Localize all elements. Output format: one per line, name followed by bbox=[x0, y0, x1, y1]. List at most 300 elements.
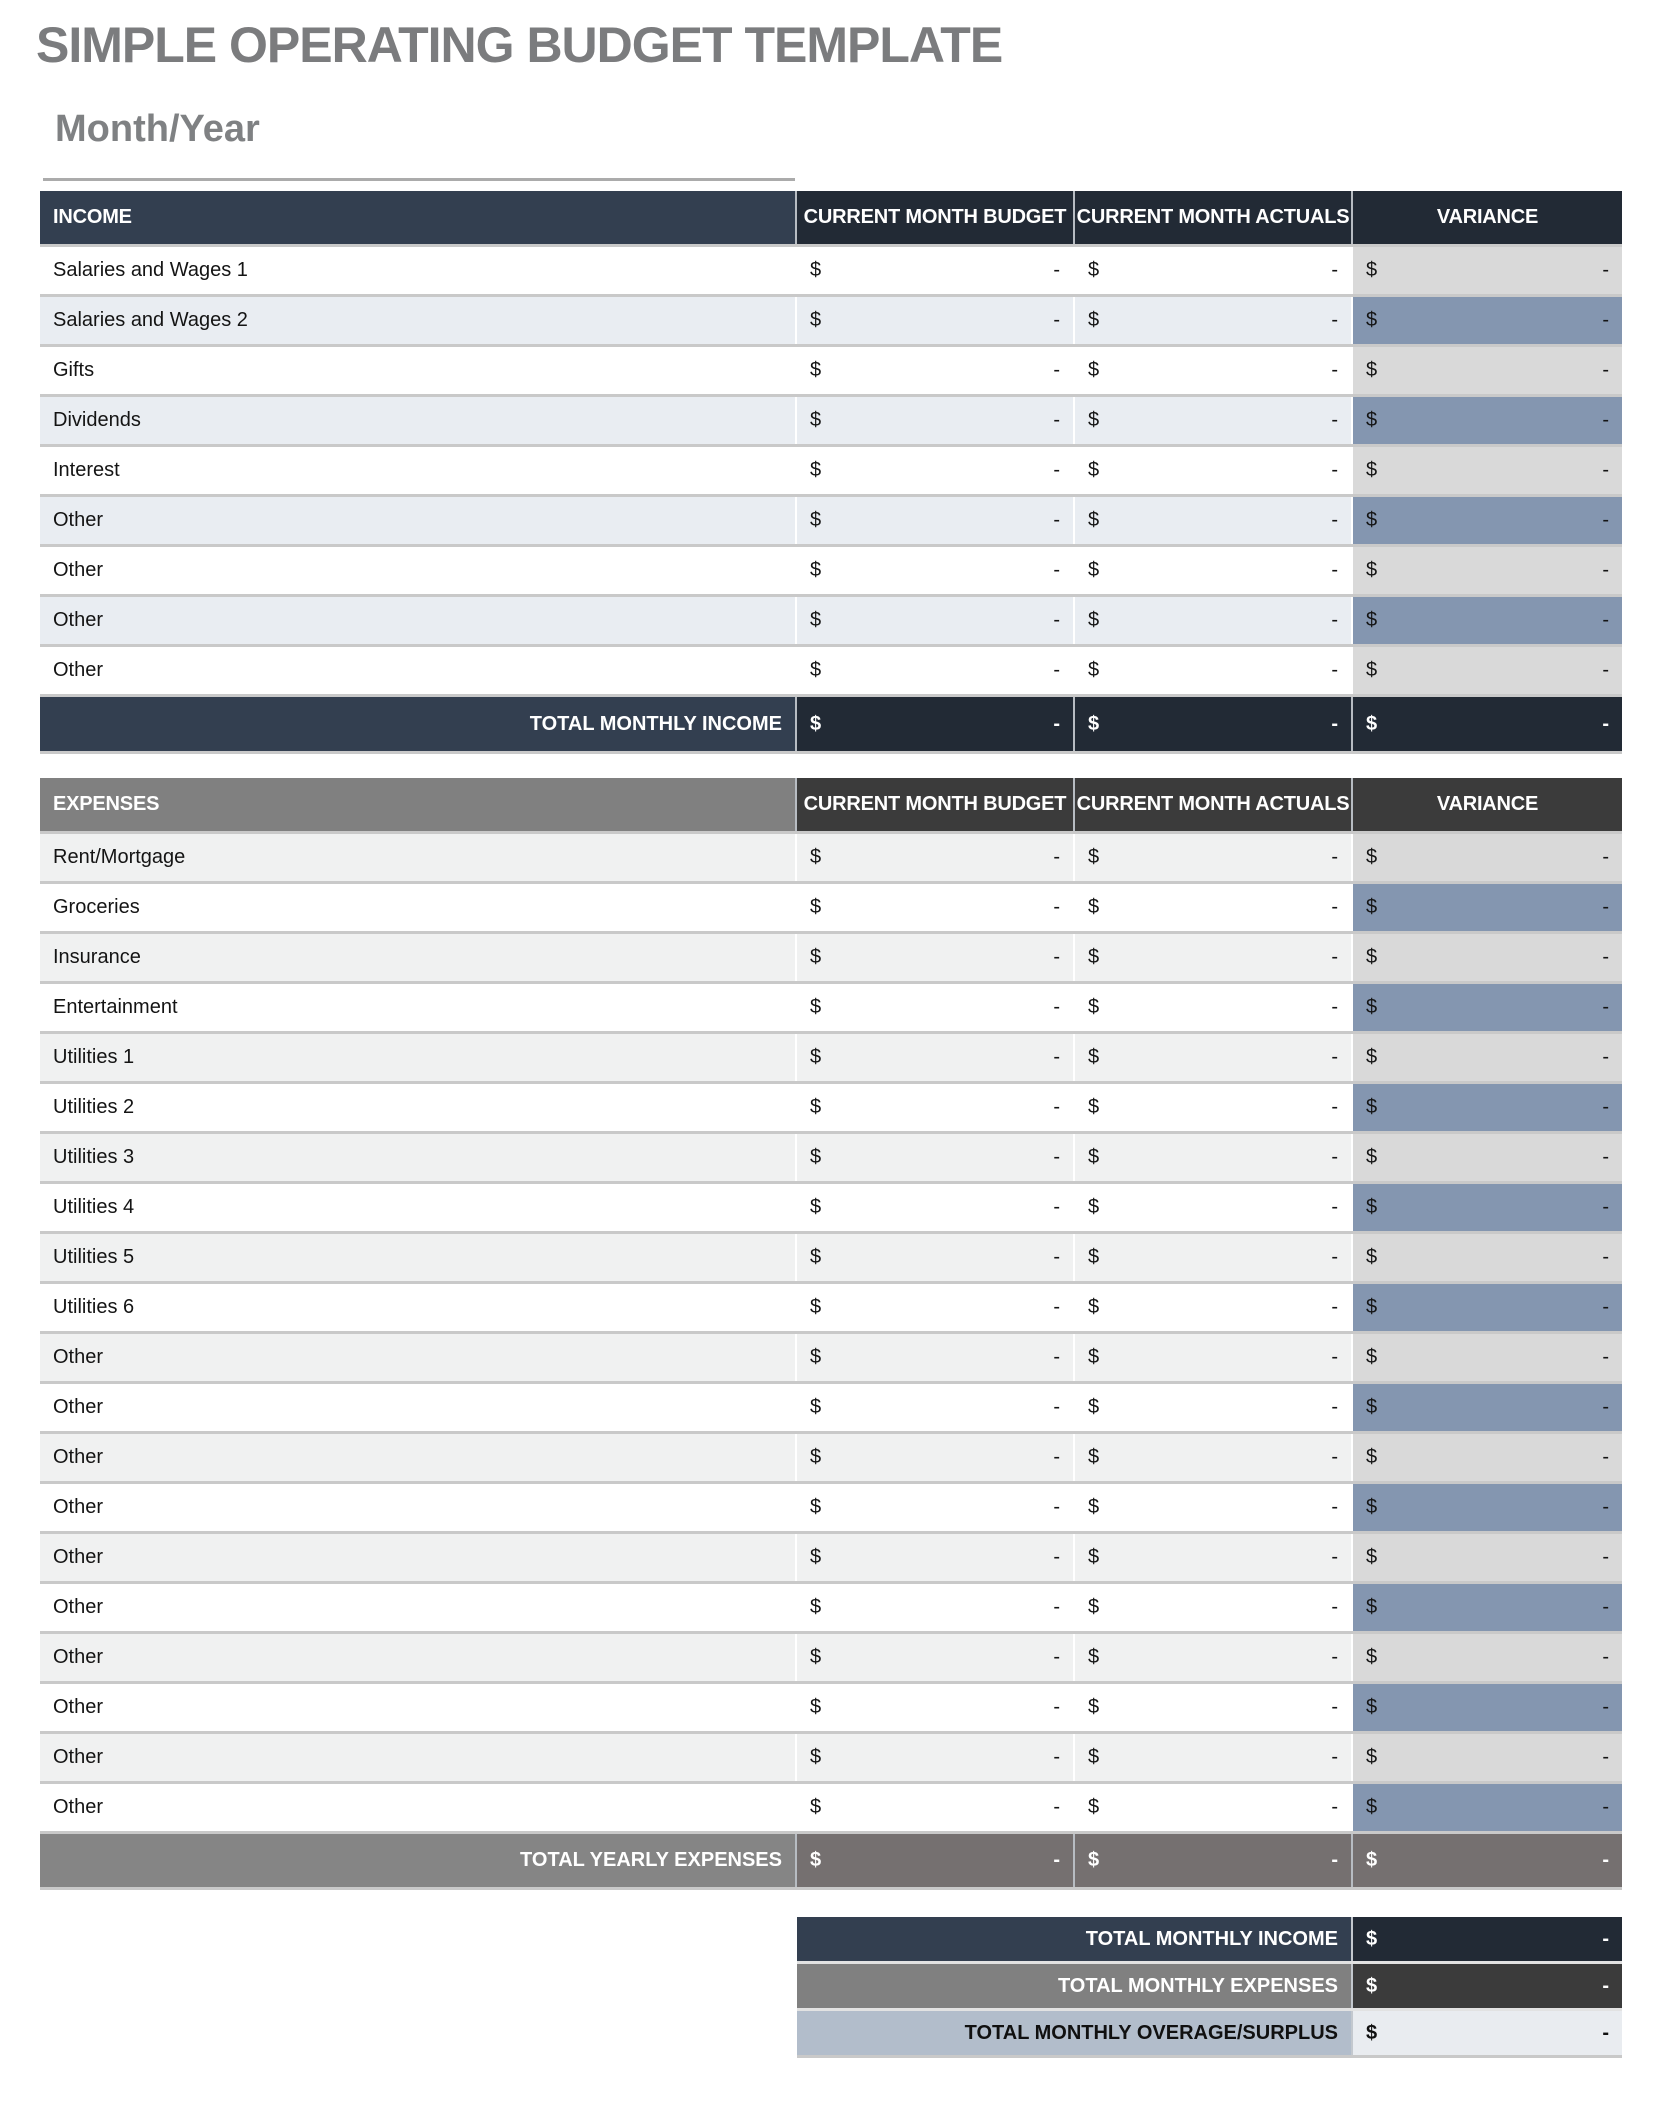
currency-symbol: $ bbox=[1366, 2021, 1378, 2044]
variance-cell[interactable] bbox=[1351, 1234, 1622, 1281]
currency-symbol: $ bbox=[1088, 1346, 1100, 1368]
currency-symbol: $ bbox=[1366, 659, 1378, 681]
budget-cell[interactable] bbox=[795, 497, 1073, 544]
currency-symbol: $ bbox=[1088, 1746, 1100, 1768]
currency-symbol: $ bbox=[1088, 846, 1100, 868]
currency-symbol: $ bbox=[810, 609, 822, 631]
expenses-total-variance-cell[interactable] bbox=[1351, 1834, 1622, 1887]
currency-symbol: $ bbox=[810, 1596, 822, 1618]
expenses-total-budget-cell[interactable] bbox=[795, 1834, 1073, 1887]
currency-symbol: $ bbox=[1366, 359, 1378, 381]
expense-row bbox=[40, 934, 1622, 984]
empty-value: - bbox=[1053, 846, 1060, 868]
budget-cell[interactable] bbox=[795, 1434, 1073, 1481]
variance-cell[interactable] bbox=[1351, 984, 1622, 1031]
empty-value: - bbox=[1053, 996, 1060, 1018]
empty-value: - bbox=[1331, 1849, 1338, 1871]
summary-overage-row bbox=[797, 2011, 1622, 2058]
expenses-total-actuals-cell[interactable] bbox=[1073, 1834, 1351, 1887]
income-header-row bbox=[40, 191, 1622, 247]
empty-value: - bbox=[1602, 459, 1609, 481]
currency-symbol: $ bbox=[1088, 1046, 1100, 1068]
empty-value: - bbox=[1053, 1696, 1060, 1718]
variance-cell[interactable] bbox=[1351, 297, 1622, 344]
empty-value: - bbox=[1053, 712, 1060, 735]
budget-column-header: CURRENT MONTH BUDGET bbox=[795, 778, 1073, 831]
empty-value: - bbox=[1053, 896, 1060, 918]
actuals-cell[interactable] bbox=[1073, 1434, 1351, 1481]
currency-symbol: $ bbox=[1366, 1346, 1378, 1368]
expense-row bbox=[40, 1584, 1622, 1634]
currency-symbol: $ bbox=[1366, 1096, 1378, 1118]
empty-value: - bbox=[1602, 509, 1609, 531]
empty-value: - bbox=[1331, 359, 1338, 381]
empty-value: - bbox=[1331, 409, 1338, 431]
empty-value: - bbox=[1331, 609, 1338, 631]
empty-value: - bbox=[1602, 609, 1609, 631]
expense-row bbox=[40, 1034, 1622, 1084]
empty-value: - bbox=[1602, 996, 1609, 1018]
currency-symbol: $ bbox=[810, 1796, 822, 1818]
currency-symbol: $ bbox=[810, 359, 822, 381]
currency-symbol: $ bbox=[1366, 259, 1378, 281]
currency-symbol: $ bbox=[1088, 1096, 1100, 1118]
income-row bbox=[40, 597, 1622, 647]
currency-symbol: $ bbox=[1088, 259, 1100, 281]
budget-cell[interactable] bbox=[795, 1634, 1073, 1681]
section-gap bbox=[40, 754, 1622, 778]
actuals-cell[interactable] bbox=[1073, 1584, 1351, 1631]
budget-cell[interactable] bbox=[795, 1184, 1073, 1231]
empty-value: - bbox=[1331, 1446, 1338, 1468]
expense-row-label[interactable]: Rent/Mortgage bbox=[40, 834, 795, 881]
expense-row bbox=[40, 1234, 1622, 1284]
actuals-cell[interactable] bbox=[1073, 1084, 1351, 1131]
income-row-label[interactable]: Other bbox=[40, 597, 795, 644]
empty-value: - bbox=[1602, 1046, 1609, 1068]
actuals-cell[interactable] bbox=[1073, 247, 1351, 294]
income-row-label[interactable]: Dividends bbox=[40, 397, 795, 444]
expense-row bbox=[40, 884, 1622, 934]
currency-symbol: $ bbox=[1366, 1646, 1378, 1668]
currency-symbol: $ bbox=[1088, 896, 1100, 918]
currency-symbol: $ bbox=[1366, 946, 1378, 968]
summary-expenses-value-cell[interactable] bbox=[1351, 1964, 1622, 2008]
actuals-cell[interactable] bbox=[1073, 884, 1351, 931]
currency-symbol: $ bbox=[1088, 1446, 1100, 1468]
empty-value: - bbox=[1331, 309, 1338, 331]
actuals-cell[interactable] bbox=[1073, 647, 1351, 694]
empty-value: - bbox=[1053, 509, 1060, 531]
actuals-cell[interactable] bbox=[1073, 1684, 1351, 1731]
actuals-cell[interactable] bbox=[1073, 1734, 1351, 1781]
currency-symbol: $ bbox=[810, 712, 822, 735]
currency-symbol: $ bbox=[1088, 1246, 1100, 1268]
summary-overage-label: TOTAL MONTHLY OVERAGE/SURPLUS bbox=[797, 2011, 1351, 2055]
empty-value: - bbox=[1053, 259, 1060, 281]
variance-column-header: VARIANCE bbox=[1351, 191, 1622, 244]
currency-symbol: $ bbox=[1088, 996, 1100, 1018]
income-total-actuals-cell[interactable] bbox=[1073, 697, 1351, 751]
currency-symbol: $ bbox=[1366, 1796, 1378, 1818]
variance-cell[interactable] bbox=[1351, 1184, 1622, 1231]
budget-cell[interactable] bbox=[795, 1384, 1073, 1431]
expense-row bbox=[40, 1384, 1622, 1434]
currency-symbol: $ bbox=[810, 1396, 822, 1418]
variance-cell[interactable] bbox=[1351, 247, 1622, 294]
expense-row-label[interactable]: Other bbox=[40, 1584, 795, 1631]
currency-symbol: $ bbox=[1088, 309, 1100, 331]
budget-cell[interactable] bbox=[795, 1484, 1073, 1531]
variance-cell[interactable] bbox=[1351, 1034, 1622, 1081]
empty-value: - bbox=[1602, 1246, 1609, 1268]
currency-symbol: $ bbox=[810, 1496, 822, 1518]
empty-value: - bbox=[1053, 1046, 1060, 1068]
expense-row bbox=[40, 1784, 1622, 1834]
empty-value: - bbox=[1602, 1849, 1609, 1871]
currency-symbol: $ bbox=[810, 259, 822, 281]
variance-cell[interactable] bbox=[1351, 497, 1622, 544]
empty-value: - bbox=[1053, 1746, 1060, 1768]
budget-cell[interactable] bbox=[795, 984, 1073, 1031]
empty-value: - bbox=[1331, 1296, 1338, 1318]
empty-value: - bbox=[1053, 1446, 1060, 1468]
actuals-cell[interactable] bbox=[1073, 1534, 1351, 1581]
expense-row-label[interactable]: Utilities 2 bbox=[40, 1084, 795, 1131]
expense-row-label[interactable]: Other bbox=[40, 1784, 795, 1831]
actuals-cell[interactable] bbox=[1073, 347, 1351, 394]
empty-value: - bbox=[1602, 1646, 1609, 1668]
variance-cell[interactable] bbox=[1351, 647, 1622, 694]
variance-cell[interactable] bbox=[1351, 934, 1622, 981]
empty-value: - bbox=[1602, 259, 1609, 281]
summary-income-value-cell[interactable] bbox=[1351, 1917, 1622, 1961]
currency-symbol: $ bbox=[1088, 1546, 1100, 1568]
variance-cell[interactable] bbox=[1351, 1484, 1622, 1531]
empty-value: - bbox=[1053, 946, 1060, 968]
variance-cell[interactable] bbox=[1351, 597, 1622, 644]
currency-symbol: $ bbox=[1366, 309, 1378, 331]
budget-cell[interactable] bbox=[795, 397, 1073, 444]
currency-symbol: $ bbox=[1366, 559, 1378, 581]
income-row-label[interactable]: Salaries and Wages 2 bbox=[40, 297, 795, 344]
currency-symbol: $ bbox=[1366, 846, 1378, 868]
expense-row-label[interactable]: Utilities 3 bbox=[40, 1134, 795, 1181]
variance-cell[interactable] bbox=[1351, 1284, 1622, 1331]
expense-row-label[interactable]: Utilities 4 bbox=[40, 1184, 795, 1231]
empty-value: - bbox=[1053, 1646, 1060, 1668]
currency-symbol: $ bbox=[1366, 712, 1378, 735]
budget-cell[interactable] bbox=[795, 834, 1073, 881]
budget-cell[interactable] bbox=[795, 1734, 1073, 1781]
currency-symbol: $ bbox=[1088, 509, 1100, 531]
budget-cell[interactable] bbox=[795, 547, 1073, 594]
empty-value: - bbox=[1602, 1196, 1609, 1218]
expense-row-label[interactable]: Utilities 6 bbox=[40, 1284, 795, 1331]
currency-symbol: $ bbox=[1366, 1496, 1378, 1518]
actuals-cell[interactable] bbox=[1073, 547, 1351, 594]
empty-value: - bbox=[1331, 459, 1338, 481]
currency-symbol: $ bbox=[810, 659, 822, 681]
actuals-cell[interactable] bbox=[1073, 597, 1351, 644]
income-row bbox=[40, 397, 1622, 447]
budget-cell[interactable] bbox=[795, 1134, 1073, 1181]
actuals-column-header: CURRENT MONTH ACTUALS bbox=[1073, 778, 1351, 831]
currency-symbol: $ bbox=[1366, 459, 1378, 481]
actuals-cell[interactable] bbox=[1073, 1284, 1351, 1331]
budget-cell[interactable] bbox=[795, 1234, 1073, 1281]
actuals-cell[interactable] bbox=[1073, 1484, 1351, 1531]
currency-symbol: $ bbox=[1088, 659, 1100, 681]
expense-row bbox=[40, 1734, 1622, 1784]
empty-value: - bbox=[1602, 659, 1609, 681]
empty-value: - bbox=[1331, 996, 1338, 1018]
empty-value: - bbox=[1331, 1146, 1338, 1168]
income-total-budget-cell[interactable] bbox=[795, 697, 1073, 751]
actuals-cell[interactable] bbox=[1073, 1384, 1351, 1431]
empty-value: - bbox=[1331, 559, 1338, 581]
empty-value: - bbox=[1602, 1796, 1609, 1818]
variance-cell[interactable] bbox=[1351, 1434, 1622, 1481]
currency-symbol: $ bbox=[1366, 409, 1378, 431]
budget-cell[interactable] bbox=[795, 1084, 1073, 1131]
actuals-cell[interactable] bbox=[1073, 1634, 1351, 1681]
empty-value: - bbox=[1331, 259, 1338, 281]
actuals-cell[interactable] bbox=[1073, 447, 1351, 494]
variance-cell[interactable] bbox=[1351, 1684, 1622, 1731]
variance-cell[interactable] bbox=[1351, 884, 1622, 931]
summary-expenses-label: TOTAL MONTHLY EXPENSES bbox=[797, 1964, 1351, 2008]
currency-symbol: $ bbox=[1088, 1196, 1100, 1218]
income-total-label: TOTAL MONTHLY INCOME bbox=[40, 697, 795, 751]
empty-value: - bbox=[1053, 1196, 1060, 1218]
budget-cell[interactable] bbox=[795, 247, 1073, 294]
actuals-cell[interactable] bbox=[1073, 1134, 1351, 1181]
income-row-label[interactable]: Other bbox=[40, 647, 795, 694]
expense-row-label[interactable]: Other bbox=[40, 1634, 795, 1681]
expense-row-label[interactable]: Other bbox=[40, 1434, 795, 1481]
empty-value: - bbox=[1053, 1796, 1060, 1818]
income-row-label[interactable]: Other bbox=[40, 497, 795, 544]
currency-symbol: $ bbox=[810, 1146, 822, 1168]
budget-cell[interactable] bbox=[795, 347, 1073, 394]
variance-cell[interactable] bbox=[1351, 1084, 1622, 1131]
empty-value: - bbox=[1053, 1496, 1060, 1518]
currency-symbol: $ bbox=[1088, 359, 1100, 381]
budget-cell[interactable] bbox=[795, 1034, 1073, 1081]
empty-value: - bbox=[1053, 1146, 1060, 1168]
expense-row bbox=[40, 1084, 1622, 1134]
currency-symbol: $ bbox=[1366, 1196, 1378, 1218]
expense-row bbox=[40, 1684, 1622, 1734]
actuals-column-header: CURRENT MONTH ACTUALS bbox=[1073, 191, 1351, 244]
expense-row-label[interactable]: Other bbox=[40, 1684, 795, 1731]
expense-row-label[interactable]: Entertainment bbox=[40, 984, 795, 1031]
income-row-label[interactable]: Other bbox=[40, 547, 795, 594]
summary-income-label: TOTAL MONTHLY INCOME bbox=[797, 1917, 1351, 1961]
empty-value: - bbox=[1053, 359, 1060, 381]
subtitle-underline bbox=[43, 178, 795, 181]
empty-value: - bbox=[1053, 609, 1060, 631]
budget-cell[interactable] bbox=[795, 1534, 1073, 1581]
currency-symbol: $ bbox=[1088, 946, 1100, 968]
empty-value: - bbox=[1602, 409, 1609, 431]
empty-value: - bbox=[1331, 1196, 1338, 1218]
income-row bbox=[40, 547, 1622, 597]
budget-cell[interactable] bbox=[795, 447, 1073, 494]
currency-symbol: $ bbox=[1366, 609, 1378, 631]
currency-symbol: $ bbox=[1088, 459, 1100, 481]
actuals-cell[interactable] bbox=[1073, 1034, 1351, 1081]
expense-row-label[interactable]: Other bbox=[40, 1384, 795, 1431]
currency-symbol: $ bbox=[1088, 1146, 1100, 1168]
empty-value: - bbox=[1331, 1696, 1338, 1718]
expense-row bbox=[40, 834, 1622, 884]
variance-cell[interactable] bbox=[1351, 397, 1622, 444]
income-row bbox=[40, 347, 1622, 397]
budget-cell[interactable] bbox=[795, 1334, 1073, 1381]
currency-symbol: $ bbox=[1088, 1396, 1100, 1418]
budget-tables bbox=[40, 191, 1622, 2058]
currency-symbol: $ bbox=[810, 459, 822, 481]
income-header-label: INCOME bbox=[40, 191, 795, 244]
variance-cell[interactable] bbox=[1351, 1584, 1622, 1631]
income-row-label[interactable]: Salaries and Wages 1 bbox=[40, 247, 795, 294]
currency-symbol: $ bbox=[810, 1246, 822, 1268]
currency-symbol: $ bbox=[810, 1346, 822, 1368]
variance-cell[interactable] bbox=[1351, 1134, 1622, 1181]
budget-cell[interactable] bbox=[795, 884, 1073, 931]
actuals-cell[interactable] bbox=[1073, 1334, 1351, 1381]
currency-symbol: $ bbox=[1366, 1546, 1378, 1568]
currency-symbol: $ bbox=[1088, 609, 1100, 631]
expense-row-label[interactable]: Other bbox=[40, 1534, 795, 1581]
expense-row-label[interactable]: Other bbox=[40, 1734, 795, 1781]
empty-value: - bbox=[1331, 1246, 1338, 1268]
empty-value: - bbox=[1602, 309, 1609, 331]
currency-symbol: $ bbox=[810, 996, 822, 1018]
currency-symbol: $ bbox=[810, 896, 822, 918]
empty-value: - bbox=[1331, 1796, 1338, 1818]
currency-symbol: $ bbox=[1088, 1296, 1100, 1318]
variance-cell[interactable] bbox=[1351, 347, 1622, 394]
expense-row bbox=[40, 1634, 1622, 1684]
budget-cell[interactable] bbox=[795, 597, 1073, 644]
empty-value: - bbox=[1053, 1296, 1060, 1318]
empty-value: - bbox=[1331, 1646, 1338, 1668]
variance-cell[interactable] bbox=[1351, 1784, 1622, 1831]
empty-value: - bbox=[1602, 1496, 1609, 1518]
actuals-cell[interactable] bbox=[1073, 497, 1351, 544]
currency-symbol: $ bbox=[810, 1296, 822, 1318]
expense-row-label[interactable]: Other bbox=[40, 1484, 795, 1531]
month-year-label[interactable]: Month/Year bbox=[55, 108, 260, 150]
actuals-cell[interactable] bbox=[1073, 397, 1351, 444]
currency-symbol: $ bbox=[1366, 1746, 1378, 1768]
actuals-cell[interactable] bbox=[1073, 834, 1351, 881]
empty-value: - bbox=[1331, 509, 1338, 531]
actuals-cell[interactable] bbox=[1073, 984, 1351, 1031]
page-title: SIMPLE OPERATING BUDGET TEMPLATE bbox=[36, 17, 1003, 73]
income-row-label[interactable]: Interest bbox=[40, 447, 795, 494]
empty-value: - bbox=[1331, 946, 1338, 968]
empty-value: - bbox=[1331, 712, 1338, 735]
summary-overage-value-cell[interactable] bbox=[1351, 2011, 1622, 2055]
variance-cell[interactable] bbox=[1351, 447, 1622, 494]
actuals-cell[interactable] bbox=[1073, 1784, 1351, 1831]
variance-cell[interactable] bbox=[1351, 1334, 1622, 1381]
empty-value: - bbox=[1331, 896, 1338, 918]
empty-value: - bbox=[1053, 1346, 1060, 1368]
actuals-cell[interactable] bbox=[1073, 297, 1351, 344]
variance-column-header: VARIANCE bbox=[1351, 778, 1622, 831]
variance-cell[interactable] bbox=[1351, 1634, 1622, 1681]
currency-symbol: $ bbox=[1366, 896, 1378, 918]
expense-row-label[interactable]: Utilities 5 bbox=[40, 1234, 795, 1281]
currency-symbol: $ bbox=[1088, 1849, 1100, 1871]
variance-cell[interactable] bbox=[1351, 1384, 1622, 1431]
currency-symbol: $ bbox=[810, 1046, 822, 1068]
empty-value: - bbox=[1602, 946, 1609, 968]
empty-value: - bbox=[1053, 1096, 1060, 1118]
empty-value: - bbox=[1053, 1849, 1060, 1871]
income-row bbox=[40, 497, 1622, 547]
variance-cell[interactable] bbox=[1351, 834, 1622, 881]
budget-column-header: CURRENT MONTH BUDGET bbox=[795, 191, 1073, 244]
expense-row-label[interactable]: Other bbox=[40, 1334, 795, 1381]
actuals-cell[interactable] bbox=[1073, 1184, 1351, 1231]
actuals-cell[interactable] bbox=[1073, 934, 1351, 981]
empty-value: - bbox=[1331, 846, 1338, 868]
empty-value: - bbox=[1331, 1346, 1338, 1368]
variance-cell[interactable] bbox=[1351, 1734, 1622, 1781]
budget-cell[interactable] bbox=[795, 1684, 1073, 1731]
expenses-header-label: EXPENSES bbox=[40, 778, 795, 831]
expense-row-label[interactable]: Insurance bbox=[40, 934, 795, 981]
income-total-variance-cell[interactable] bbox=[1351, 697, 1622, 751]
empty-value: - bbox=[1602, 1096, 1609, 1118]
expense-row bbox=[40, 1134, 1622, 1184]
income-total-row bbox=[40, 697, 1622, 754]
currency-symbol: $ bbox=[810, 1696, 822, 1718]
empty-value: - bbox=[1602, 1346, 1609, 1368]
expense-row-label[interactable]: Utilities 1 bbox=[40, 1034, 795, 1081]
currency-symbol: $ bbox=[810, 409, 822, 431]
currency-symbol: $ bbox=[1366, 1974, 1378, 1997]
currency-symbol: $ bbox=[1088, 409, 1100, 431]
actuals-cell[interactable] bbox=[1073, 1234, 1351, 1281]
income-row bbox=[40, 297, 1622, 347]
variance-cell[interactable] bbox=[1351, 1534, 1622, 1581]
summary-income-row bbox=[797, 1917, 1622, 1964]
budget-cell[interactable] bbox=[795, 1584, 1073, 1631]
budget-cell[interactable] bbox=[795, 1784, 1073, 1831]
budget-cell[interactable] bbox=[795, 934, 1073, 981]
budget-cell[interactable] bbox=[795, 297, 1073, 344]
expense-row-label[interactable]: Groceries bbox=[40, 884, 795, 931]
budget-cell[interactable] bbox=[795, 647, 1073, 694]
currency-symbol: $ bbox=[1088, 1796, 1100, 1818]
currency-symbol: $ bbox=[1088, 1646, 1100, 1668]
budget-cell[interactable] bbox=[795, 1284, 1073, 1331]
income-row-label[interactable]: Gifts bbox=[40, 347, 795, 394]
empty-value: - bbox=[1053, 659, 1060, 681]
empty-value: - bbox=[1331, 1096, 1338, 1118]
summary-table bbox=[797, 1917, 1622, 2058]
expense-row bbox=[40, 1484, 1622, 1534]
variance-cell[interactable] bbox=[1351, 547, 1622, 594]
empty-value: - bbox=[1602, 1146, 1609, 1168]
